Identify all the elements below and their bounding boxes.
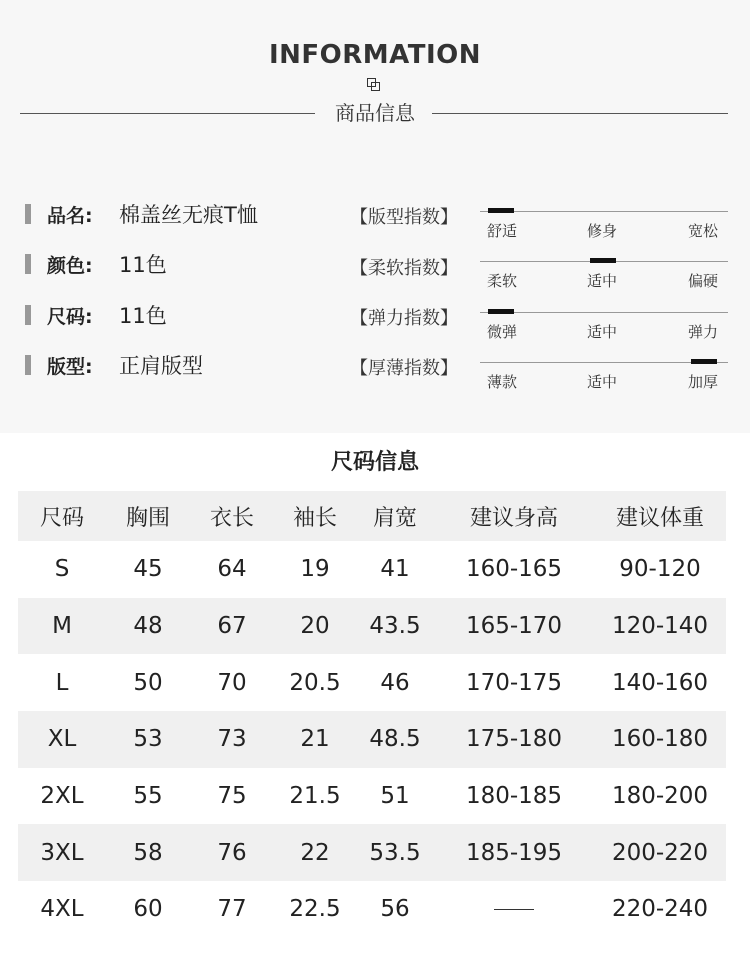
table-row [18, 654, 726, 711]
table-cell: 2XL [40, 783, 84, 810]
attribute-label: 版型: [47, 355, 93, 378]
table-cell: 48 [133, 613, 163, 640]
table-cell: 220-240 [611, 896, 709, 923]
index-option: 适中 [587, 272, 618, 290]
index-option: 弹力 [688, 323, 719, 341]
table-cell: 22.5 [289, 896, 341, 923]
squares-icon [367, 78, 381, 92]
table-cell: 170-175 [465, 669, 563, 696]
column-header: 建议体重 [615, 505, 704, 531]
product-info-panel [0, 0, 750, 433]
table-cell: 21 [300, 726, 330, 753]
table-row [18, 598, 726, 655]
table-cell: 90-120 [619, 556, 701, 583]
index-label: 【厚薄指数】 [350, 358, 458, 379]
size-table-title: 尺码信息 [330, 450, 419, 475]
table-cell: 46 [380, 669, 410, 696]
table-cell: 70 [217, 669, 247, 696]
table-cell: L [55, 669, 69, 696]
table-cell: 180-185 [465, 783, 563, 810]
table-cell: 56 [380, 896, 410, 923]
table-cell: 3XL [40, 839, 84, 866]
table-cell: S [54, 556, 70, 583]
attribute-row [25, 249, 167, 279]
table-cell: 4XL [40, 896, 84, 923]
index-marker [691, 359, 717, 364]
index-scale [480, 362, 728, 402]
bullet-bar [25, 355, 31, 375]
table-row [18, 711, 726, 768]
bullet-bar [25, 204, 31, 224]
table-cell: 48.5 [369, 726, 421, 753]
table-cell: 41 [380, 556, 410, 583]
table-row [18, 768, 726, 825]
index-option: 柔软 [487, 272, 518, 290]
table-cell: 160-165 [465, 556, 563, 583]
index-scale [480, 211, 728, 251]
table-row [18, 881, 726, 938]
index-option: 薄款 [487, 373, 518, 391]
table-cell: 77 [217, 896, 247, 923]
table-cell: 55 [133, 783, 163, 810]
index-label: 【柔软指数】 [350, 258, 458, 279]
bullet-bar [25, 254, 31, 274]
table-cell: 20.5 [289, 669, 341, 696]
table-cell: 140-160 [611, 669, 709, 696]
attribute-value: 正肩版型 [119, 354, 203, 378]
bullet-bar [25, 305, 31, 325]
table-cell [434, 881, 594, 938]
attribute-row [25, 300, 167, 330]
table-cell: 180-200 [611, 783, 709, 810]
index-label: 【版型指数】 [350, 207, 458, 228]
index-option: 舒适 [487, 222, 518, 240]
attribute-value: 棉盖丝无痕T恤 [119, 203, 258, 227]
column-header: 肩宽 [372, 505, 417, 531]
attribute-row [25, 350, 203, 380]
table-cell: 175-180 [465, 726, 563, 753]
table-cell: XL [47, 726, 77, 753]
index-option: 修身 [587, 222, 618, 240]
table-cell: 43.5 [369, 613, 421, 640]
size-table [18, 491, 726, 938]
page-subtitle: 商品信息 [335, 101, 415, 125]
table-cell: 20 [300, 613, 330, 640]
page-title: INFORMATION [268, 40, 482, 70]
attribute-row [25, 199, 258, 229]
table-cell: 53 [133, 726, 163, 753]
table-cell: 165-170 [465, 613, 563, 640]
table-cell: 73 [217, 726, 247, 753]
column-header: 衣长 [209, 505, 254, 531]
index-option: 偏硬 [688, 272, 719, 290]
table-row [18, 824, 726, 881]
table-cell: 50 [133, 669, 163, 696]
table-cell: 51 [380, 783, 410, 810]
attribute-value: 11色 [119, 304, 167, 328]
table-cell: 64 [217, 556, 247, 583]
index-option: 加厚 [688, 373, 719, 391]
table-cell: 200-220 [611, 839, 709, 866]
column-header: 袖长 [292, 505, 337, 531]
index-marker [590, 258, 616, 263]
table-cell: 21.5 [289, 783, 341, 810]
table-cell: 53.5 [369, 839, 421, 866]
index-marker [488, 208, 514, 213]
table-cell: 45 [133, 556, 163, 583]
column-header: 尺码 [39, 505, 84, 531]
table-cell: 75 [217, 783, 247, 810]
index-option: 适中 [587, 373, 618, 391]
table-cell: 58 [133, 839, 163, 866]
table-cell: 120-140 [611, 613, 709, 640]
index-marker [488, 309, 514, 314]
index-label: 【弹力指数】 [350, 308, 458, 329]
attribute-label: 尺码: [47, 305, 93, 328]
column-header: 胸围 [125, 505, 170, 531]
index-option: 宽松 [688, 222, 719, 240]
column-header: 建议身高 [469, 505, 558, 531]
table-cell: 76 [217, 839, 247, 866]
attribute-value: 11色 [119, 253, 167, 277]
table-cell: 60 [133, 896, 163, 923]
index-option: 微弹 [487, 323, 518, 341]
index-scale [480, 261, 728, 301]
dash-placeholder [494, 909, 534, 910]
table-cell: 185-195 [465, 839, 563, 866]
index-option: 适中 [587, 323, 618, 341]
attribute-label: 品名: [47, 204, 93, 227]
table-cell: 67 [217, 613, 247, 640]
table-cell: 19 [300, 556, 330, 583]
attribute-label: 颜色: [47, 254, 93, 277]
table-cell: M [52, 613, 72, 640]
table-header-row [18, 491, 726, 541]
table-row [18, 541, 726, 598]
table-cell: 22 [300, 839, 330, 866]
table-cell: 160-180 [611, 726, 709, 753]
index-scale [480, 312, 728, 352]
